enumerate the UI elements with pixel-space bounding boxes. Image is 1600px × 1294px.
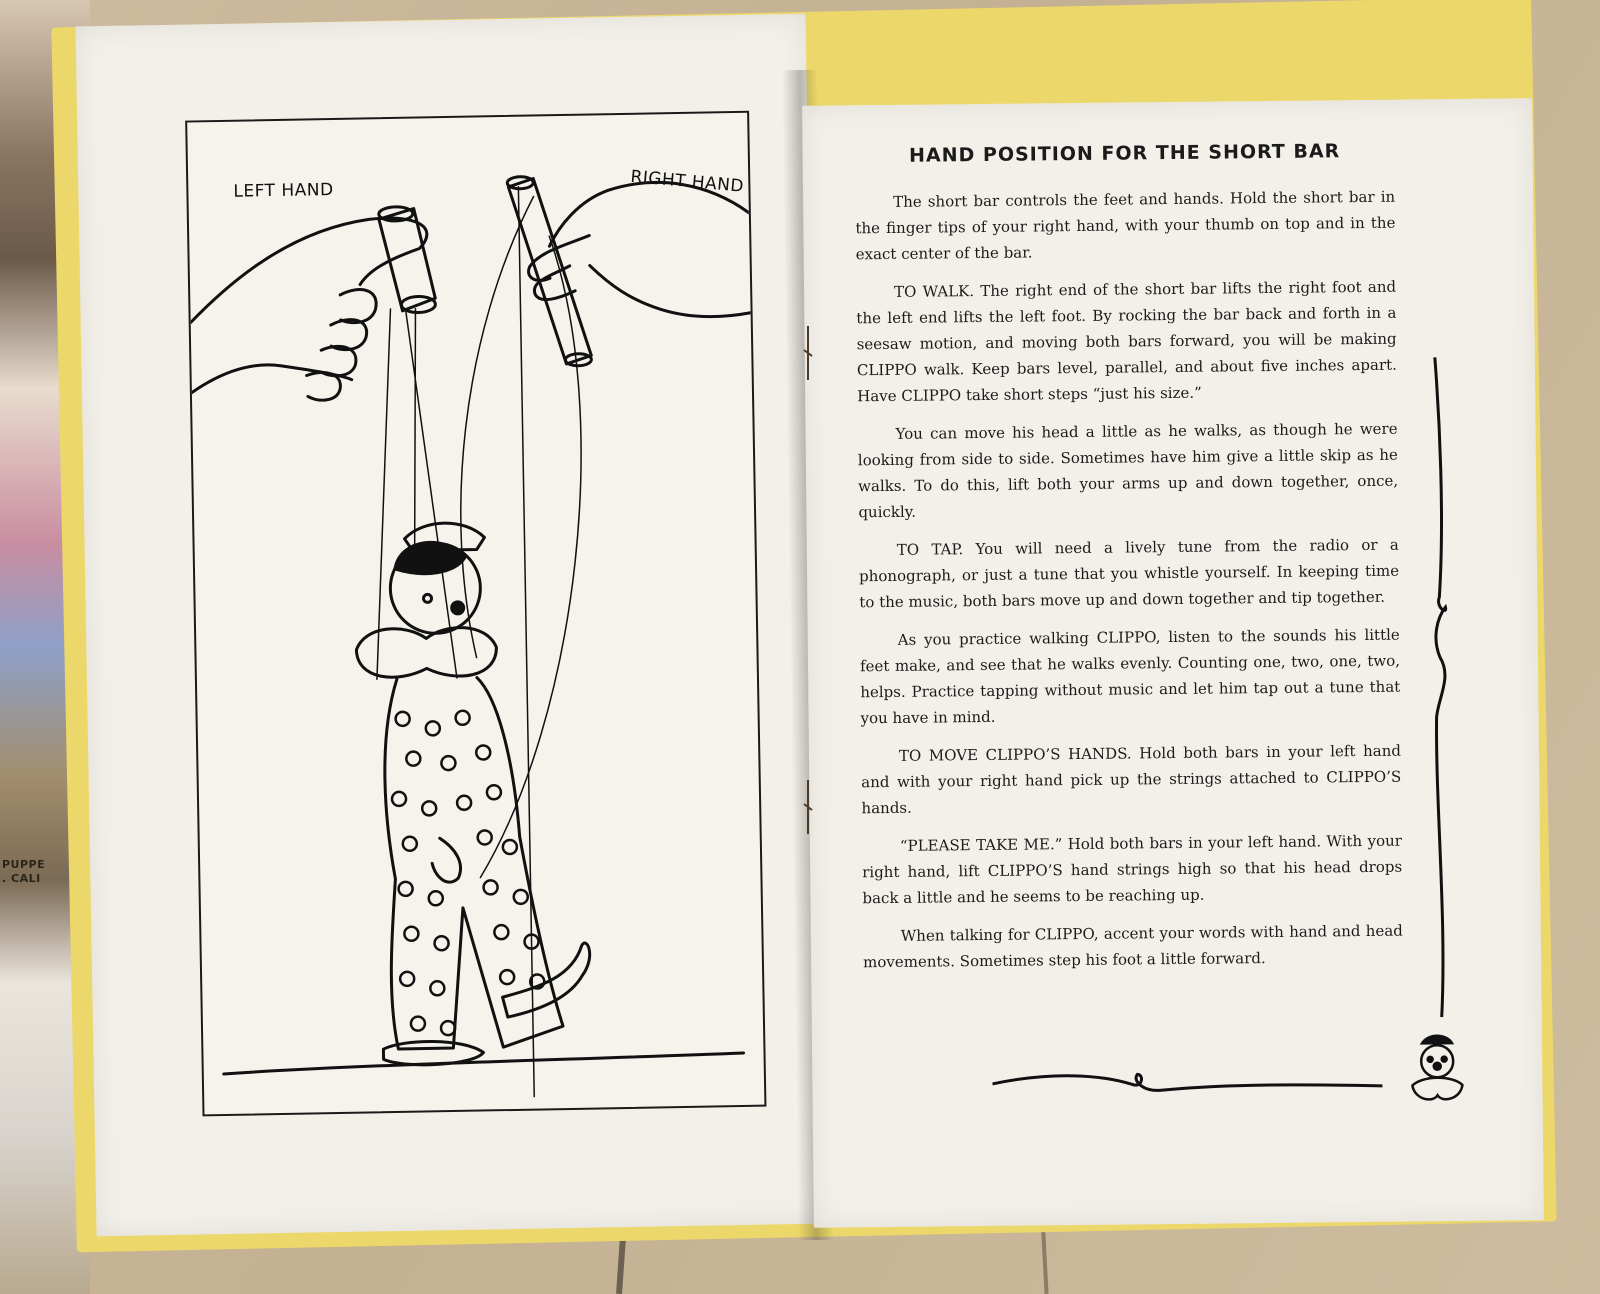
marionette-illustration — [185, 111, 766, 1117]
paragraph-talking: When talking for CLIPPO, accent your words with hand and head movements. Sometimes step his foot a little forward. — [863, 921, 1403, 972]
decorative-flourish-icon — [992, 1060, 1392, 1104]
instructions-text — [855, 140, 1404, 988]
paragraph-intro: The short bar controls the feet and hands. Hold the short bar in the finger tips of your right hand, with your thumb on top and in the exact center of the bar. — [855, 187, 1396, 264]
clown-emblem-icon — [1402, 1029, 1473, 1110]
paragraph-please-take-me: “PLEASE TAKE ME.” Hold both bars in your left hand. With your right hand, lift CLIPPO’S hand strings high so that his head drops back a little and he seems to be reaching up. — [862, 831, 1403, 908]
right-hand-label: RIGHT HAND — [629, 166, 745, 197]
puppet-box-label: PUPPE . CALI — [2, 858, 46, 885]
paragraph-to-tap: TO TAP. You will need a lively tune from the radio or a phonograph, or just a tune that you whistle yourself. In keeping time to the music, both bars move up and down together and tip together. — [858, 535, 1400, 612]
decorative-vine-icon — [1415, 357, 1462, 1017]
paragraph-to-walk: TO WALK. The right end of the short bar lifts the right foot and the left end lifts the left foot. By rocking the bar back and forth in a seesaw motion, and moving both bars forward, you will be making CLIPPO walk. Keep bars level, parallel, and about five inches apart. Have CLIPPO take short steps “just his size.” — [856, 277, 1397, 406]
binding-stitch-icon — [802, 780, 814, 834]
paragraph-move-hands: TO MOVE CLIPPO’S HANDS. Hold both bars in your left hand and with your right hand pick up the strings attached to CLIPPO’S hands. — [861, 741, 1402, 818]
paragraph-head-movement: You can move his head a little as he walks, as though he were looking from side to side. Sometimes have him give a little skip as he walks. To do this, lift both your arms up and down together, once, quickly. — [857, 419, 1399, 522]
left-hand-label: LEFT HAND — [233, 179, 334, 202]
binding-stitch-icon — [802, 326, 814, 380]
page-title: HAND POSITION FOR THE SHORT BAR — [908, 140, 1341, 167]
left-page — [75, 14, 826, 1237]
paragraph-practice: As you practice walking CLIPPO, listen to the sounds his little feet make, and see that he walks evenly. Counting one, two, one, two, helps. Practice tapping without music and let him tap out a tune that you have in mind. — [859, 625, 1401, 728]
right-page — [802, 98, 1544, 1228]
marionette-clown-icon — [187, 113, 764, 1115]
